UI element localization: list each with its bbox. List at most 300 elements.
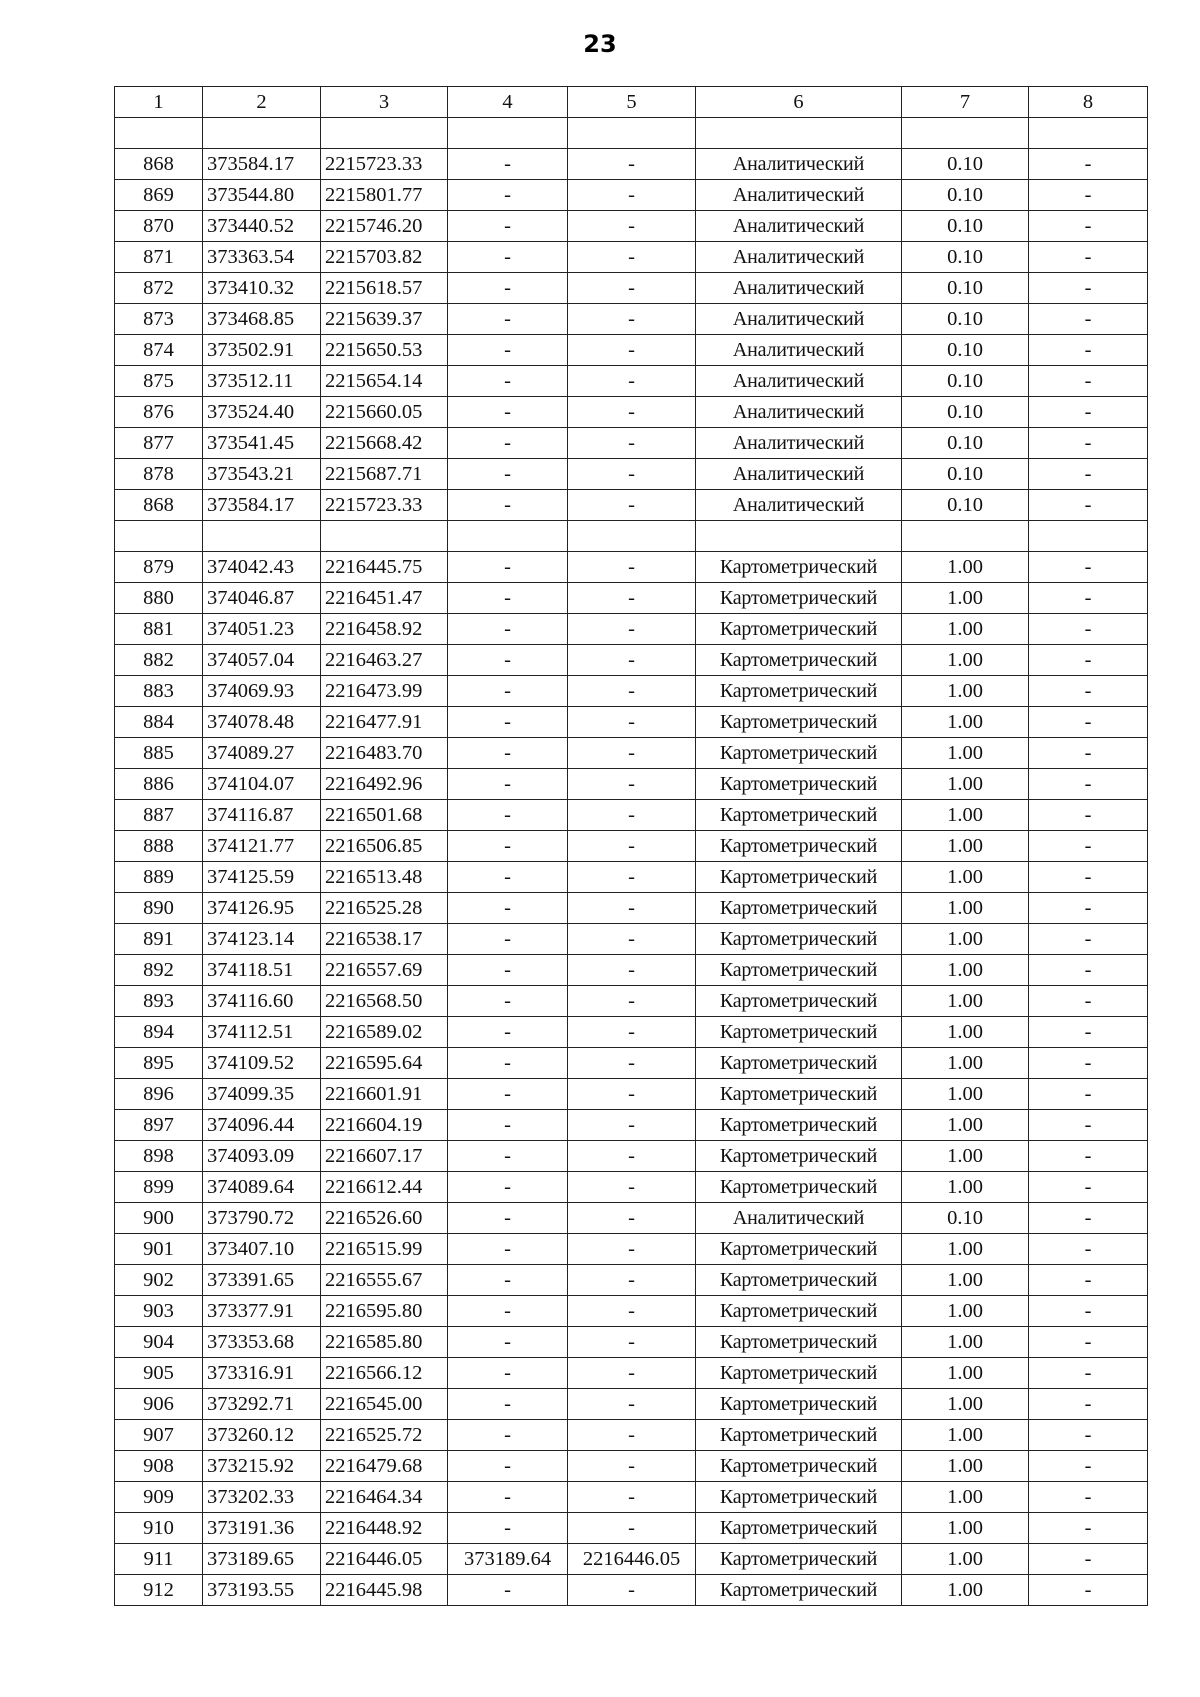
- table-cell: 0.10: [902, 211, 1029, 242]
- table-cell: 2215723.33: [321, 490, 448, 521]
- table-cell: -: [568, 1451, 696, 1482]
- table-cell: 2215618.57: [321, 273, 448, 304]
- table-cell: 886: [115, 769, 203, 800]
- table-cell: -: [448, 893, 568, 924]
- table-cell: 0.10: [902, 180, 1029, 211]
- table-cell: 373502.91: [203, 335, 321, 366]
- table-cell: 373790.72: [203, 1203, 321, 1234]
- table-cell: -: [568, 1420, 696, 1451]
- table-cell: 870: [115, 211, 203, 242]
- table-cell: 909: [115, 1482, 203, 1513]
- table-cell: Картометрический: [696, 1513, 902, 1544]
- table-cell: Картометрический: [696, 1482, 902, 1513]
- table-cell: 1.00: [902, 1544, 1029, 1575]
- table-cell: 903: [115, 1296, 203, 1327]
- table-cell: Картометрический: [696, 1234, 902, 1265]
- table-cell: Аналитический: [696, 211, 902, 242]
- table-cell: -: [448, 459, 568, 490]
- table-row: [115, 397, 1148, 428]
- table-cell: -: [448, 676, 568, 707]
- table-cell: -: [568, 552, 696, 583]
- table-cell: -: [568, 304, 696, 335]
- table-cell: [696, 118, 902, 149]
- table-cell: Картометрический: [696, 924, 902, 955]
- table-cell: -: [448, 645, 568, 676]
- table-cell: -: [448, 1358, 568, 1389]
- table-row: [115, 1172, 1148, 1203]
- table-cell: Аналитический: [696, 335, 902, 366]
- table-cell: 0.10: [902, 273, 1029, 304]
- table-cell: -: [568, 614, 696, 645]
- table-row: [115, 1017, 1148, 1048]
- table-cell: [203, 118, 321, 149]
- table-cell: Картометрический: [696, 1451, 902, 1482]
- table-cell: -: [1029, 1451, 1148, 1482]
- table-row: [115, 1420, 1148, 1451]
- table-cell: [568, 521, 696, 552]
- table-row: [115, 800, 1148, 831]
- table-cell: -: [1029, 1110, 1148, 1141]
- table-cell: -: [568, 1017, 696, 1048]
- table-cell: -: [1029, 1513, 1148, 1544]
- table-row: [115, 1141, 1148, 1172]
- table-cell: 374121.77: [203, 831, 321, 862]
- table-cell: -: [1029, 1389, 1148, 1420]
- column-header: 2: [203, 87, 321, 118]
- table-cell: -: [1029, 304, 1148, 335]
- table-cell: 0.10: [902, 149, 1029, 180]
- table-cell: -: [1029, 1048, 1148, 1079]
- table-cell: Картометрический: [696, 1110, 902, 1141]
- table-cell: -: [568, 211, 696, 242]
- table-cell: 373193.55: [203, 1575, 321, 1606]
- column-header: 1: [115, 87, 203, 118]
- table-cell: Картометрический: [696, 1358, 902, 1389]
- table-cell: 373316.91: [203, 1358, 321, 1389]
- table-cell: -: [1029, 831, 1148, 862]
- table-cell: 374089.27: [203, 738, 321, 769]
- table-cell: -: [1029, 1203, 1148, 1234]
- column-header: 7: [902, 87, 1029, 118]
- table-cell: -: [568, 1358, 696, 1389]
- table-cell: 2216612.44: [321, 1172, 448, 1203]
- table-cell: 374112.51: [203, 1017, 321, 1048]
- table-cell: -: [448, 1048, 568, 1079]
- table-cell: 2216545.00: [321, 1389, 448, 1420]
- table-cell: 873: [115, 304, 203, 335]
- table-cell: 2216492.96: [321, 769, 448, 800]
- table-cell: 2216601.91: [321, 1079, 448, 1110]
- table-cell: 2216568.50: [321, 986, 448, 1017]
- table-cell: -: [1029, 242, 1148, 273]
- table-cell: 889: [115, 862, 203, 893]
- page-number: 23: [583, 30, 617, 58]
- table-cell: -: [568, 738, 696, 769]
- table-cell: 1.00: [902, 614, 1029, 645]
- table-cell: [1029, 521, 1148, 552]
- table-cell: 1.00: [902, 1327, 1029, 1358]
- table-cell: 0.10: [902, 459, 1029, 490]
- table-row: [115, 149, 1148, 180]
- table-cell: Картометрический: [696, 986, 902, 1017]
- table-cell: 1.00: [902, 1513, 1029, 1544]
- table-cell: -: [448, 1079, 568, 1110]
- table-cell: Аналитический: [696, 180, 902, 211]
- table-cell: 373292.71: [203, 1389, 321, 1420]
- table-cell: 374089.64: [203, 1172, 321, 1203]
- table-cell: 2216595.64: [321, 1048, 448, 1079]
- table-cell: -: [568, 800, 696, 831]
- table-cell: [448, 521, 568, 552]
- table-cell: 374126.95: [203, 893, 321, 924]
- table-cell: -: [568, 645, 696, 676]
- table-cell: 1.00: [902, 1110, 1029, 1141]
- table-cell: 899: [115, 1172, 203, 1203]
- table-cell: -: [448, 1141, 568, 1172]
- table-cell: Картометрический: [696, 955, 902, 986]
- table-cell: [321, 118, 448, 149]
- table-cell: -: [448, 707, 568, 738]
- table-cell: [696, 521, 902, 552]
- table-cell: 374109.52: [203, 1048, 321, 1079]
- table-cell: -: [568, 707, 696, 738]
- table-cell: [448, 118, 568, 149]
- table-cell: 373215.92: [203, 1451, 321, 1482]
- table-cell: Картометрический: [696, 1172, 902, 1203]
- table-cell: 907: [115, 1420, 203, 1451]
- table-cell: 890: [115, 893, 203, 924]
- table-cell: 2215639.37: [321, 304, 448, 335]
- table-cell: 869: [115, 180, 203, 211]
- table-cell: -: [448, 831, 568, 862]
- table-cell: Картометрический: [696, 1265, 902, 1296]
- table-cell: 2216479.68: [321, 1451, 448, 1482]
- table-row: [115, 986, 1148, 1017]
- table-cell: Картометрический: [696, 614, 902, 645]
- table-row: [115, 862, 1148, 893]
- table-cell: 2215746.20: [321, 211, 448, 242]
- table-cell: Картометрический: [696, 769, 902, 800]
- table-cell: -: [448, 1203, 568, 1234]
- table-cell: 374116.87: [203, 800, 321, 831]
- table-cell: -: [568, 955, 696, 986]
- table-cell: -: [1029, 273, 1148, 304]
- table-cell: -: [568, 769, 696, 800]
- table-cell: [902, 118, 1029, 149]
- table-row: [115, 180, 1148, 211]
- table-cell: 374051.23: [203, 614, 321, 645]
- table-cell: -: [448, 211, 568, 242]
- column-header: 3: [321, 87, 448, 118]
- table-cell: 1.00: [902, 955, 1029, 986]
- table-cell: -: [448, 180, 568, 211]
- table-cell: 902: [115, 1265, 203, 1296]
- table-cell: -: [448, 242, 568, 273]
- table-cell: Картометрический: [696, 1389, 902, 1420]
- table-cell: -: [1029, 707, 1148, 738]
- table-cell: 893: [115, 986, 203, 1017]
- table-cell: -: [568, 1079, 696, 1110]
- table-cell: 2216448.92: [321, 1513, 448, 1544]
- table-row: [115, 1234, 1148, 1265]
- table-cell: 891: [115, 924, 203, 955]
- table-row: [115, 521, 1148, 552]
- table-row: [115, 459, 1148, 490]
- table-cell: 2215650.53: [321, 335, 448, 366]
- table-cell: 2216607.17: [321, 1141, 448, 1172]
- table-cell: -: [1029, 738, 1148, 769]
- table-cell: 887: [115, 800, 203, 831]
- table-cell: -: [568, 1296, 696, 1327]
- table-cell: -: [1029, 800, 1148, 831]
- table-cell: 374099.35: [203, 1079, 321, 1110]
- table-cell: 868: [115, 490, 203, 521]
- table-cell: -: [1029, 893, 1148, 924]
- table-cell: 1.00: [902, 1482, 1029, 1513]
- table-cell: 1.00: [902, 1048, 1029, 1079]
- table-cell: 897: [115, 1110, 203, 1141]
- table-cell: 1.00: [902, 986, 1029, 1017]
- table-cell: -: [448, 1420, 568, 1451]
- table-cell: -: [568, 459, 696, 490]
- table-cell: -: [568, 1203, 696, 1234]
- table-cell: 2215654.14: [321, 366, 448, 397]
- table-cell: Картометрический: [696, 831, 902, 862]
- table-row: [115, 1327, 1148, 1358]
- table-row: [115, 707, 1148, 738]
- table-cell: -: [448, 1575, 568, 1606]
- table-cell: 373544.80: [203, 180, 321, 211]
- table-cell: -: [568, 1482, 696, 1513]
- table-cell: 881: [115, 614, 203, 645]
- table-cell: 374042.43: [203, 552, 321, 583]
- table-cell: -: [448, 614, 568, 645]
- table-cell: Аналитический: [696, 490, 902, 521]
- table-cell: 374069.93: [203, 676, 321, 707]
- table-cell: -: [1029, 614, 1148, 645]
- table-cell: 0.10: [902, 490, 1029, 521]
- table-cell: -: [568, 149, 696, 180]
- table-cell: 2216525.28: [321, 893, 448, 924]
- table-cell: Аналитический: [696, 397, 902, 428]
- table-cell: 373543.21: [203, 459, 321, 490]
- table-cell: -: [1029, 924, 1148, 955]
- table-row: [115, 366, 1148, 397]
- table-cell: 1.00: [902, 1389, 1029, 1420]
- table-cell: -: [448, 1265, 568, 1296]
- table-cell: -: [568, 490, 696, 521]
- table-cell: 2216604.19: [321, 1110, 448, 1141]
- table-cell: [203, 521, 321, 552]
- table-cell: 905: [115, 1358, 203, 1389]
- table-cell: Картометрический: [696, 1141, 902, 1172]
- table-cell: -: [1029, 986, 1148, 1017]
- table-cell: -: [568, 1265, 696, 1296]
- table-cell: -: [1029, 1575, 1148, 1606]
- table-cell: -: [568, 242, 696, 273]
- table-cell: -: [448, 428, 568, 459]
- table-cell: -: [1029, 676, 1148, 707]
- table-cell: 373202.33: [203, 1482, 321, 1513]
- table-row: [115, 118, 1148, 149]
- table-row: [115, 1482, 1148, 1513]
- table-cell: -: [448, 986, 568, 1017]
- table-cell: -: [568, 986, 696, 1017]
- table-cell: -: [448, 273, 568, 304]
- table-cell: 373260.12: [203, 1420, 321, 1451]
- table-cell: 901: [115, 1234, 203, 1265]
- table-cell: 900: [115, 1203, 203, 1234]
- table-cell: 373189.65: [203, 1544, 321, 1575]
- table-row: [115, 831, 1148, 862]
- table-cell: -: [568, 1234, 696, 1265]
- table-row: [115, 738, 1148, 769]
- table-cell: -: [448, 800, 568, 831]
- table-row: [115, 955, 1148, 986]
- table-cell: -: [1029, 1017, 1148, 1048]
- table-cell: -: [1029, 1482, 1148, 1513]
- table-cell: 2215660.05: [321, 397, 448, 428]
- table-cell: -: [568, 1513, 696, 1544]
- table-cell: 374116.60: [203, 986, 321, 1017]
- table-cell: Картометрический: [696, 738, 902, 769]
- table-cell: 884: [115, 707, 203, 738]
- table-cell: [902, 521, 1029, 552]
- column-header: 6: [696, 87, 902, 118]
- table-cell: -: [448, 769, 568, 800]
- table-cell: 2215703.82: [321, 242, 448, 273]
- table-cell: 1.00: [902, 1358, 1029, 1389]
- table-cell: 906: [115, 1389, 203, 1420]
- table-cell: Картометрический: [696, 645, 902, 676]
- table-cell: 1.00: [902, 1079, 1029, 1110]
- table-cell: -: [1029, 490, 1148, 521]
- table-cell: 373407.10: [203, 1234, 321, 1265]
- table-cell: -: [448, 1017, 568, 1048]
- table-cell: Картометрический: [696, 1048, 902, 1079]
- table-cell: -: [448, 397, 568, 428]
- table-cell: 2216445.75: [321, 552, 448, 583]
- table-cell: 0.10: [902, 304, 1029, 335]
- table-cell: 1.00: [902, 862, 1029, 893]
- table-row: [115, 1296, 1148, 1327]
- table-cell: 2216538.17: [321, 924, 448, 955]
- table-cell: 911: [115, 1544, 203, 1575]
- table-cell: Картометрический: [696, 583, 902, 614]
- table-cell: Аналитический: [696, 242, 902, 273]
- table-cell: -: [448, 1327, 568, 1358]
- table-cell: 373363.54: [203, 242, 321, 273]
- table-cell: 373440.52: [203, 211, 321, 242]
- table-cell: 1.00: [902, 552, 1029, 583]
- table-cell: -: [1029, 862, 1148, 893]
- table-cell: 1.00: [902, 1420, 1029, 1451]
- table-cell: 894: [115, 1017, 203, 1048]
- table-cell: 898: [115, 1141, 203, 1172]
- table-cell: Картометрический: [696, 862, 902, 893]
- column-header: 4: [448, 87, 568, 118]
- table-cell: -: [448, 1234, 568, 1265]
- table-cell: 2216506.85: [321, 831, 448, 862]
- table-cell: -: [448, 1513, 568, 1544]
- table-cell: 1.00: [902, 707, 1029, 738]
- table-cell: 892: [115, 955, 203, 986]
- table-row: [115, 211, 1148, 242]
- table-cell: 910: [115, 1513, 203, 1544]
- table-cell: -: [1029, 645, 1148, 676]
- table-cell: -: [1029, 459, 1148, 490]
- table-cell: 1.00: [902, 1017, 1029, 1048]
- table-cell: [1029, 118, 1148, 149]
- table-cell: 885: [115, 738, 203, 769]
- table-cell: Картометрический: [696, 1079, 902, 1110]
- table-cell: [568, 118, 696, 149]
- table-cell: 2216515.99: [321, 1234, 448, 1265]
- table-row: [115, 242, 1148, 273]
- table-cell: -: [448, 335, 568, 366]
- table-cell: 868: [115, 149, 203, 180]
- table-cell: Картометрический: [696, 1420, 902, 1451]
- table-cell: 2216513.48: [321, 862, 448, 893]
- table-cell: 1.00: [902, 893, 1029, 924]
- table-row: [115, 924, 1148, 955]
- table-cell: 373391.65: [203, 1265, 321, 1296]
- table-row: [115, 1110, 1148, 1141]
- table-cell: 2215668.42: [321, 428, 448, 459]
- table-cell: 2216464.34: [321, 1482, 448, 1513]
- table-cell: 373353.68: [203, 1327, 321, 1358]
- table-cell: 912: [115, 1575, 203, 1606]
- table-cell: 2215687.71: [321, 459, 448, 490]
- table-row: [115, 1203, 1148, 1234]
- table-cell: 0.10: [902, 335, 1029, 366]
- table-cell: -: [448, 1296, 568, 1327]
- table-cell: -: [1029, 1296, 1148, 1327]
- table-cell: -: [568, 428, 696, 459]
- table-cell: Картометрический: [696, 1296, 902, 1327]
- table-cell: -: [568, 1048, 696, 1079]
- table-cell: 0.10: [902, 366, 1029, 397]
- table-cell: Картометрический: [696, 1544, 902, 1575]
- table-row: [115, 1513, 1148, 1544]
- table-cell: -: [448, 738, 568, 769]
- table-cell: 877: [115, 428, 203, 459]
- table-row: [115, 1389, 1148, 1420]
- table-cell: -: [568, 180, 696, 211]
- table-cell: -: [448, 955, 568, 986]
- table-cell: -: [1029, 1234, 1148, 1265]
- table-cell: -: [568, 1327, 696, 1358]
- table-cell: 373410.32: [203, 273, 321, 304]
- table-cell: 2216557.69: [321, 955, 448, 986]
- table-row: [115, 614, 1148, 645]
- table-cell: -: [1029, 149, 1148, 180]
- table-cell: Картометрический: [696, 676, 902, 707]
- table-cell: Аналитический: [696, 304, 902, 335]
- coordinates-table: [114, 86, 1148, 1606]
- table-row: [115, 1451, 1148, 1482]
- table-cell: 2216483.70: [321, 738, 448, 769]
- table-cell: -: [568, 366, 696, 397]
- table-cell: -: [448, 1451, 568, 1482]
- table-cell: 878: [115, 459, 203, 490]
- table-row: [115, 1079, 1148, 1110]
- table-cell: -: [448, 1110, 568, 1141]
- table-cell: -: [448, 1389, 568, 1420]
- table-cell: -: [1029, 1358, 1148, 1389]
- table-cell: -: [1029, 552, 1148, 583]
- table-row: [115, 335, 1148, 366]
